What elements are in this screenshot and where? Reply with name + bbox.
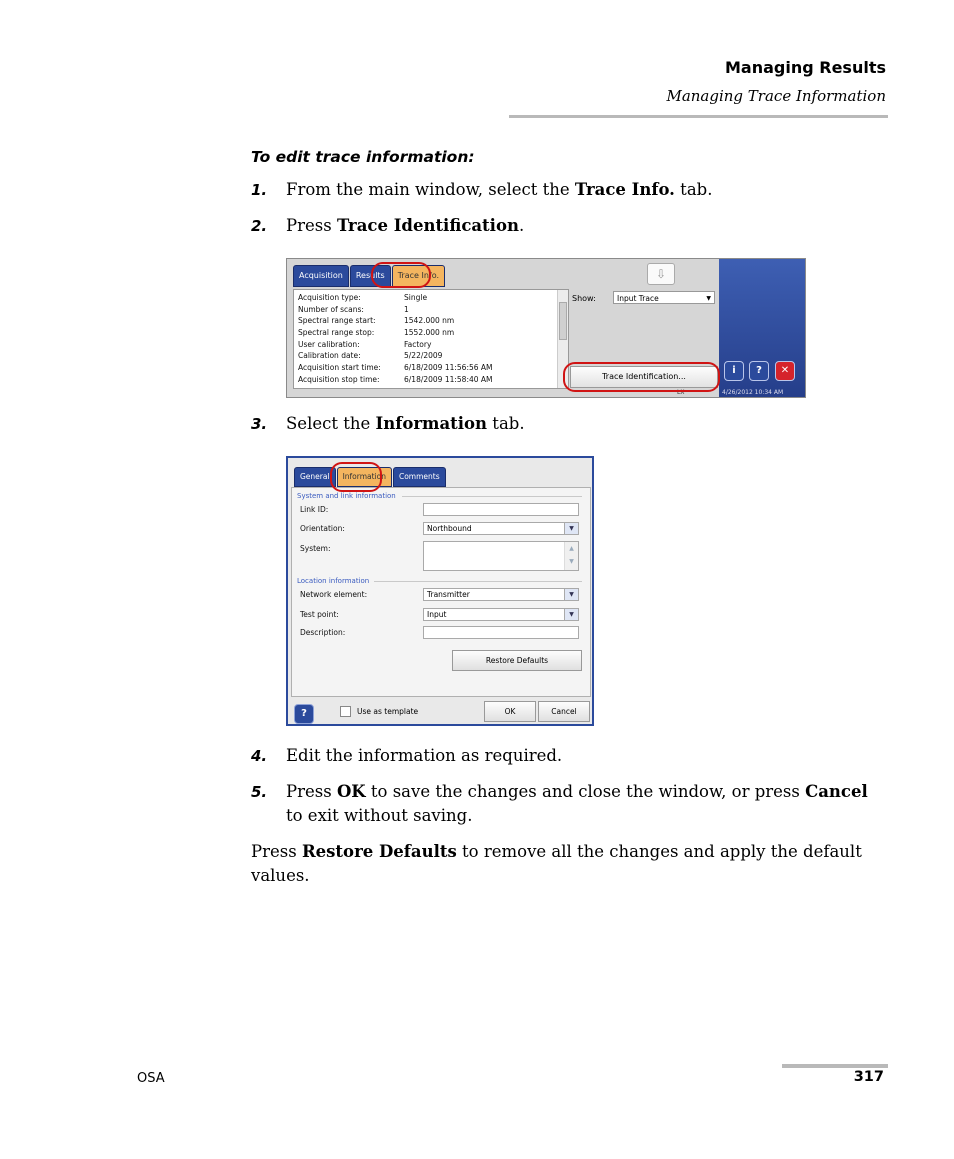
list-item: Number of scans: 1 [298, 305, 409, 314]
chevron-down-icon: ▼ [564, 609, 578, 620]
ok-button[interactable]: OK [484, 701, 536, 722]
use-as-template-checkbox[interactable] [340, 706, 351, 717]
status-indicator: LX [677, 389, 685, 396]
chevron-down-icon: ▼ [564, 589, 578, 600]
step-text: Press [286, 782, 337, 801]
page-number: 317 [853, 1069, 884, 1085]
step-text-end: tab. [674, 180, 713, 199]
show-select[interactable]: Input Trace ▼ [613, 291, 715, 304]
highlight-ring-trace-id [563, 362, 720, 392]
download-arrow-icon[interactable]: ⇩ [647, 263, 675, 285]
trace-identification-button[interactable]: Trace Identification... [570, 366, 718, 388]
tab-results[interactable]: Results [350, 265, 391, 287]
header-rule [509, 115, 888, 118]
step-number: 1. [251, 181, 268, 199]
description-input[interactable] [423, 626, 579, 639]
help-icon[interactable]: ? [749, 361, 769, 381]
network-element-select[interactable]: Transmitter ▼ [423, 588, 579, 601]
textarea-scrollbar[interactable]: ▲ ▼ [564, 542, 578, 570]
trace-identification-dialog [286, 456, 594, 726]
orientation-select[interactable]: Northbound ▼ [423, 522, 579, 535]
scrollbar-thumb[interactable] [559, 302, 567, 340]
test-point-select[interactable]: Input ▼ [423, 608, 579, 621]
link-id-input[interactable] [423, 503, 579, 516]
main-window-screenshot [286, 258, 806, 398]
step-number: 2. [251, 217, 268, 235]
step-bold-ok: OK [336, 782, 366, 801]
step-text-mid: to save the changes and close the window, or press [365, 782, 806, 801]
closing-text: Press [251, 842, 302, 861]
list-item: Acquisition stop time: 6/18/2009 11:58:40 AM [298, 375, 493, 384]
step-text: From the main window, select the [286, 180, 575, 199]
list-item: Spectral range start: 1542.000 nm [298, 316, 455, 325]
step-number: 4. [251, 747, 268, 765]
step-text: Select the [286, 414, 376, 433]
chevron-down-icon: ▼ [706, 295, 711, 302]
tab-information[interactable]: Information [337, 467, 392, 487]
chapter-title: Managing Results [725, 58, 886, 77]
section-title: Managing Trace Information [666, 87, 886, 105]
close-icon[interactable]: ✕ [775, 361, 795, 381]
group-divider [374, 581, 582, 582]
tab-comments[interactable]: Comments [393, 467, 446, 487]
step-bold: Trace Identification [336, 216, 519, 235]
step-bold: Trace Info. [574, 180, 675, 199]
description-label: Description: [300, 628, 346, 637]
trace-info-list [293, 289, 569, 389]
system-textarea[interactable] [423, 541, 579, 571]
use-as-template-label: Use as template [357, 707, 419, 716]
restore-defaults-button[interactable]: Restore Defaults [452, 650, 582, 671]
list-item: Acquisition start time: 6/18/2009 11:56:56 AM [298, 363, 493, 372]
footer-rule [782, 1064, 888, 1068]
list-item: User calibration: Factory [298, 340, 432, 349]
list-item: Acquisition type: Single [298, 293, 428, 302]
highlight-ring-trace-info [371, 262, 431, 288]
footer-product: OSA [137, 1071, 165, 1086]
group-title-location: Location information [297, 577, 370, 585]
tab-general[interactable]: General [294, 467, 336, 487]
procedure-title: To edit trace information: [251, 148, 475, 166]
closing-bold: Restore Defaults [301, 842, 457, 861]
step-text-end: . [518, 216, 525, 235]
info-icon[interactable]: i [724, 361, 744, 381]
status-datetime: 4/26/2012 10:34 AM [722, 389, 784, 396]
step-text: Press [286, 216, 337, 235]
cancel-button[interactable]: Cancel [538, 701, 590, 722]
closing-text-end: to remove all the changes and apply the default values. [251, 842, 862, 885]
orientation-label: Orientation: [300, 524, 345, 533]
step-bold: Information [375, 414, 488, 433]
step-number: 3. [251, 415, 268, 433]
help-icon[interactable]: ? [294, 704, 314, 724]
tab-trace-info[interactable]: Trace Info. [392, 265, 445, 287]
network-element-label: Network element: [300, 590, 368, 599]
step-text-end: tab. [487, 414, 525, 433]
link-id-label: Link ID: [300, 505, 329, 514]
list-item: Spectral range stop: 1552.000 nm [298, 328, 455, 337]
step-text: Edit the information as required. [286, 746, 563, 765]
chevron-down-icon: ▼ [564, 523, 578, 534]
closing-paragraph [251, 840, 871, 888]
tab-acquisition[interactable]: Acquisition [293, 265, 349, 287]
test-point-label: Test point: [300, 610, 339, 619]
information-panel [291, 487, 591, 697]
show-label: Show: [572, 294, 596, 303]
group-title-system: System and link information [297, 492, 396, 500]
step-text-end: to exit without saving. [286, 806, 473, 825]
list-item: Calibration date: 5/22/2009 [298, 351, 443, 360]
step-number: 5. [251, 783, 268, 801]
highlight-ring-information [330, 462, 382, 492]
group-divider [402, 496, 582, 497]
step-bold-cancel: Cancel [805, 782, 868, 801]
system-label: System: [300, 544, 331, 553]
